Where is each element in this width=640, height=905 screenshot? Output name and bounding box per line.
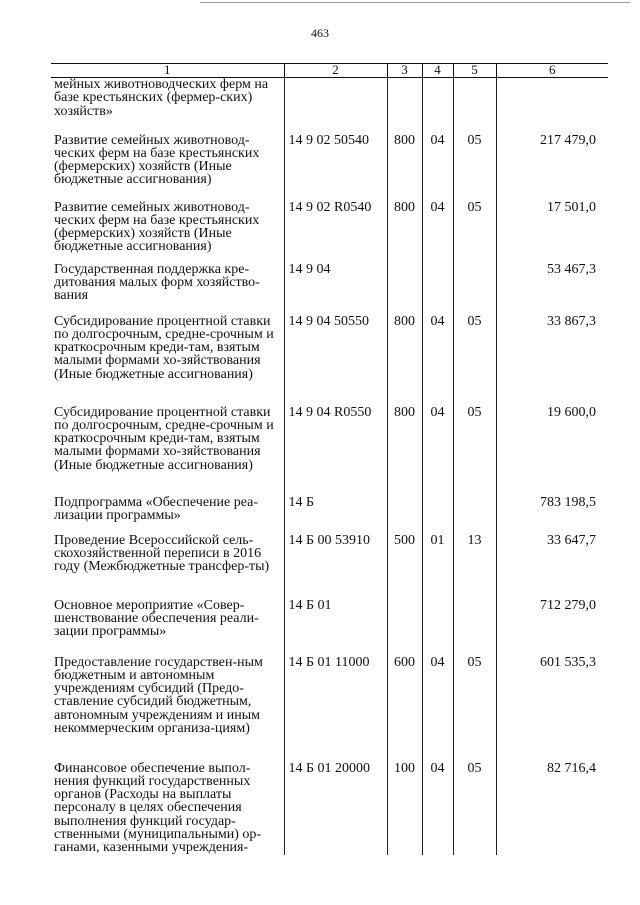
table-row <box>51 406 608 496</box>
row-col3: 600 <box>387 656 422 762</box>
row-amount: 33 647,7 <box>496 534 608 599</box>
row-name: Проведение Всероссийской сель-скохозяйственной переписи в 2016 году (Межбюджетные трансфер-ты) <box>51 534 284 599</box>
row-col5: 05 <box>453 406 496 496</box>
row-col4: 04 <box>422 201 453 263</box>
row-amount: 712 279,0 <box>496 599 608 656</box>
row-col5: 05 <box>453 134 496 201</box>
row-col5: 05 <box>453 315 496 406</box>
top-rule <box>200 2 630 3</box>
table-row <box>51 656 608 762</box>
row-col4: 04 <box>422 656 453 762</box>
row-col3: 100 <box>387 762 422 855</box>
table-row <box>51 315 608 406</box>
row-col5 <box>453 78 496 134</box>
page-number: 463 <box>311 26 329 40</box>
row-col5: 05 <box>453 762 496 855</box>
row-code: 14 9 04 50550 <box>284 315 387 406</box>
table-row <box>51 599 608 656</box>
column-header: 1 <box>51 64 284 78</box>
row-amount: 82 716,4 <box>496 762 608 855</box>
row-amount: 33 867,3 <box>496 315 608 406</box>
column-header: 6 <box>496 64 608 78</box>
column-header: 3 <box>387 64 422 78</box>
row-col3: 800 <box>387 315 422 406</box>
row-col4 <box>422 496 453 534</box>
row-col4 <box>422 599 453 656</box>
row-col4: 01 <box>422 534 453 599</box>
row-col5 <box>453 599 496 656</box>
row-col4: 04 <box>422 315 453 406</box>
row-col4: 04 <box>422 134 453 201</box>
row-col3: 800 <box>387 406 422 496</box>
row-col3 <box>387 263 422 315</box>
row-code: 14 Б <box>284 496 387 534</box>
row-name: Предоставление государствен-ным бюджетным и автономным учреждениям субсидий (Предо-ставление субсидий бюджетным, автономным учреждениям и иным некоммерческим организа-циям) <box>51 656 284 762</box>
row-name: Развитие семейных животновод-ческих ферм на базе крестьянских (фермерских) хозяйств (Иные бюджетные ассигнования) <box>51 201 284 263</box>
row-code: 14 9 04 <box>284 263 387 315</box>
row-code: 14 9 02 R0540 <box>284 201 387 263</box>
row-amount: 217 479,0 <box>496 134 608 201</box>
table-row <box>51 762 608 855</box>
row-col3: 800 <box>387 201 422 263</box>
row-col5 <box>453 263 496 315</box>
row-col3: 800 <box>387 134 422 201</box>
row-code: 14 Б 00 53910 <box>284 534 387 599</box>
row-code: 14 9 04 R0550 <box>284 406 387 496</box>
row-amount: 17 501,0 <box>496 201 608 263</box>
row-col3 <box>387 496 422 534</box>
row-name: Подпрограмма «Обеспечение реа-лизации программы» <box>51 496 284 534</box>
row-code: 14 Б 01 11000 <box>284 656 387 762</box>
row-name: Финансовое обеспечение выпол-нения функций государственных органов (Расходы на выплаты персоналу в целях обеспечения выполнения функций государ-ственными (муниципальными) ор-ганами, казенными учреждения- <box>51 762 284 855</box>
column-header: 2 <box>284 64 387 78</box>
row-amount: 783 198,5 <box>496 496 608 534</box>
row-code: 14 Б 01 <box>284 599 387 656</box>
header-row <box>51 64 608 78</box>
table-row <box>51 134 608 201</box>
row-amount <box>496 78 608 134</box>
row-code: 14 9 02 50540 <box>284 134 387 201</box>
row-amount: 19 600,0 <box>496 406 608 496</box>
row-name: Субсидирование процентной ставки по долгосрочным, средне-срочным и краткосрочным креди-там, взятым малыми формами хо-зяйствования (Иные бюджетные ассигнования) <box>51 315 284 406</box>
row-col3 <box>387 599 422 656</box>
row-name: Субсидирование процентной ставки по долгосрочным, средне-срочным и краткосрочным креди-там, взятым малыми формами хо-зяйствования (Иные бюджетные ассигнования) <box>51 406 284 496</box>
row-name: Государственная поддержка кре-дитования малых форм хозяйство-вания <box>51 263 284 315</box>
row-col4 <box>422 263 453 315</box>
row-col5: 05 <box>453 656 496 762</box>
row-amount: 601 535,3 <box>496 656 608 762</box>
table-row <box>51 496 608 534</box>
row-code <box>284 78 387 134</box>
row-name: Основное мероприятие «Совер-шенствование обеспечения реали-зации программы» <box>51 599 284 656</box>
row-col5 <box>453 496 496 534</box>
row-col4 <box>422 78 453 134</box>
table-row <box>51 78 608 134</box>
row-col3: 500 <box>387 534 422 599</box>
row-col5: 13 <box>453 534 496 599</box>
row-amount: 53 467,3 <box>496 263 608 315</box>
row-code: 14 Б 01 20000 <box>284 762 387 855</box>
column-header: 4 <box>422 64 453 78</box>
budget-table <box>51 63 608 855</box>
column-header: 5 <box>453 64 496 78</box>
row-name: мейных животноводческих ферм на базе крестьянских (фермер-ских) хозяйств» <box>51 78 284 134</box>
row-col5: 05 <box>453 201 496 263</box>
table-row <box>51 534 608 599</box>
row-col4: 04 <box>422 406 453 496</box>
table-row <box>51 201 608 263</box>
row-name: Развитие семейных животновод-ческих ферм на базе крестьянских (фермерских) хозяйств (Иные бюджетные ассигнования) <box>51 134 284 201</box>
row-col4: 04 <box>422 762 453 855</box>
row-col3 <box>387 78 422 134</box>
table-row <box>51 263 608 315</box>
